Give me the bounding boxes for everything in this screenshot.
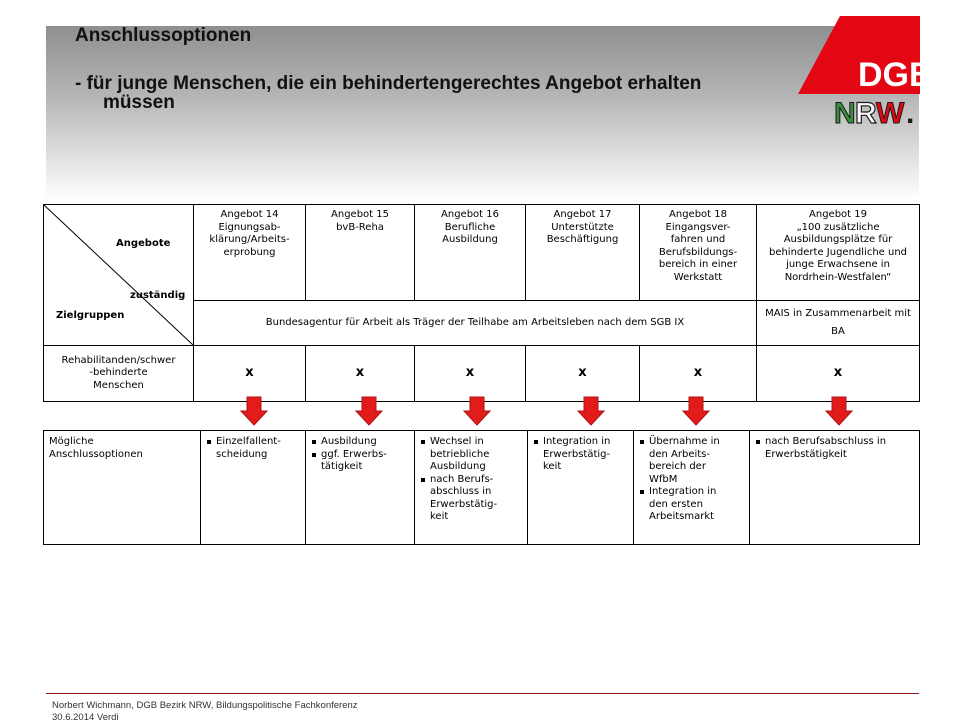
arrow-row xyxy=(0,397,960,427)
list-item: Integration in Erwerbstätig- keit xyxy=(543,436,628,474)
corner-cell xyxy=(44,205,194,346)
offers-table xyxy=(43,204,920,402)
footer-divider xyxy=(46,693,919,694)
list-item: ggf. Erwerbs- tätigkeit xyxy=(321,449,409,474)
corner-diagonal xyxy=(44,205,193,345)
responsible-ba: Bundesagentur für Arbeit als Träger der Teilhabe am Arbeitsleben nach dem SGB IX xyxy=(194,301,757,346)
offer-header-16: Angebot 16 Berufliche Ausbildung xyxy=(415,205,526,301)
corner-label-zustaendig: zuständig xyxy=(130,290,186,301)
list-item: Einzelfallent- scheidung xyxy=(216,436,300,461)
options-cell-18 xyxy=(634,431,750,545)
list-item: Wechsel in betriebliche Ausbildung xyxy=(430,436,522,474)
offer-header-19: Angebot 19 „100 zusätzliche Ausbildungsplätze für behinderte Jugendliche und junge Erwachsene in Nordrhein-Westfalen“ xyxy=(757,205,920,301)
offer-header-14: Angebot 14 Eignungsab- klärung/Arbeits- erprobung xyxy=(194,205,306,301)
corner-label-zielgruppen: Zielgruppen xyxy=(56,310,125,321)
list-item: Integration in den ersten Arbeitsmarkt xyxy=(649,486,744,524)
down-arrow-icon xyxy=(683,397,709,425)
options-cell-16 xyxy=(415,431,528,545)
corner-label-angebote: Angebote xyxy=(116,238,171,249)
list-item: nach Berufs- abschluss in Erwerbstätig- keit xyxy=(430,474,522,524)
logo-r-letter: R xyxy=(855,97,877,130)
title-line-2: - für junge Menschen, die ein behindertengerechtes Angebot erhalten xyxy=(75,73,702,94)
options-cell-15 xyxy=(306,431,415,545)
options-cell-14 xyxy=(201,431,306,545)
down-arrow-icon xyxy=(356,397,382,425)
mark-17: x xyxy=(526,346,640,402)
page-title xyxy=(75,26,715,112)
mark-15: x xyxy=(306,346,415,402)
options-table xyxy=(43,430,920,545)
dgb-nrw-logo xyxy=(798,16,934,130)
list-item: Übernahme in den Arbeits- bereich der WfbM xyxy=(649,436,744,486)
target-group-label: Rehabilitanden/schwer -behinderte Menschen xyxy=(44,346,194,402)
down-arrow-icon xyxy=(578,397,604,425)
responsible-mais: MAIS in Zusammenarbeit mit BA xyxy=(757,301,920,346)
down-arrow-icon xyxy=(826,397,852,425)
footer-text: Norbert Wichmann, DGB Bezirk NRW, Bildungspolitische Fachkonferenz 30.6.2014 Verdi xyxy=(52,700,358,723)
logo-dgb-text: DGB xyxy=(858,56,934,94)
mark-16: x xyxy=(415,346,526,402)
options-label: Mögliche Anschlussoptionen xyxy=(44,431,201,545)
mark-19: x xyxy=(757,346,920,402)
offer-header-15: Angebot 15 bvB-Reha xyxy=(306,205,415,301)
mark-18: x xyxy=(640,346,757,402)
logo-dot: . xyxy=(906,97,915,130)
title-line-3: müssen xyxy=(103,92,175,113)
options-cell-17 xyxy=(528,431,634,545)
list-item: Ausbildung xyxy=(321,436,409,449)
options-cell-19 xyxy=(750,431,920,545)
offer-header-18: Angebot 18 Eingangsver- fahren und Berufsbildungs- bereich in einer Werkstatt xyxy=(640,205,757,301)
down-arrow-icon xyxy=(241,397,267,425)
logo-w-letter: W xyxy=(876,97,905,130)
offer-header-17: Angebot 17 Unterstützte Beschäftigung xyxy=(526,205,640,301)
mark-14: x xyxy=(194,346,306,402)
list-item: nach Berufsabschluss in Erwerbstätigkeit xyxy=(765,436,914,461)
title-line-1: Anschlussoptionen xyxy=(75,25,252,46)
down-arrow-icon xyxy=(464,397,490,425)
logo-n-letter: N xyxy=(834,97,856,130)
